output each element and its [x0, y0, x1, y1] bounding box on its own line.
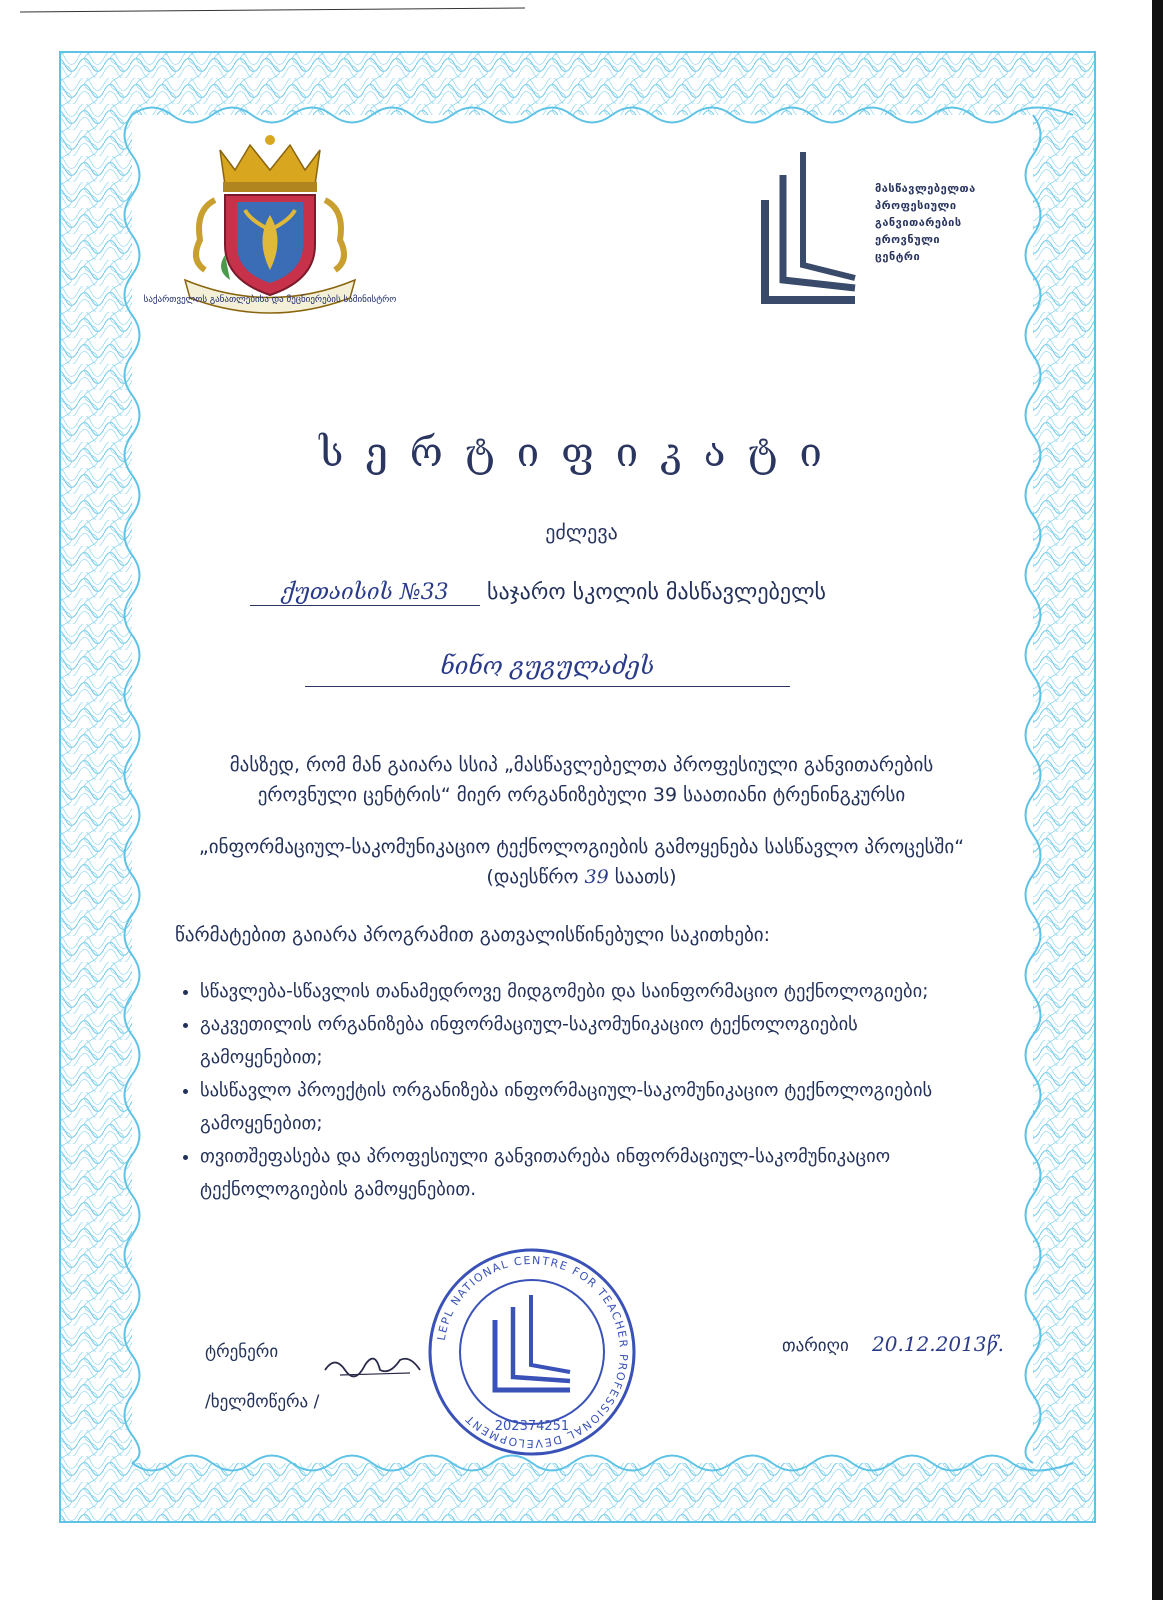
- topic-item: • თვითშეფასება და პროფესიული განვითარება ინფორმაციულ-საკომუნიკაციო ტექნოლოგიების გამოყენებით.: [200, 1140, 960, 1206]
- course-block: [0, 832, 1163, 892]
- topic-item: • გაკვეთილის ორგანიზება ინფორმაციულ-საკომუნიკაციო ტექნოლოგიების გამოყენებით;: [200, 1008, 960, 1074]
- trainer-signature: [320, 1345, 430, 1385]
- trainer-label: ტრენერი: [205, 1342, 279, 1362]
- date-value: 20.12.2013წ.: [872, 1332, 1005, 1356]
- school-suffix: საჯარო სკოლის მასწავლებელს: [487, 580, 826, 605]
- attendance-prefix: (დაესწრო: [486, 866, 579, 888]
- date-label: თარიღი: [782, 1336, 849, 1356]
- stamp-number: 202374251: [494, 1419, 570, 1434]
- stamp-text: LEPL NATIONAL CENTRE FOR TEACHER PROFESSIONAL DEVELOPMENT: [434, 1253, 631, 1451]
- attendance-hours: 39: [584, 866, 609, 888]
- official-stamp: [425, 1245, 640, 1460]
- certificate-title: სერტიფიკატი: [319, 430, 844, 476]
- tpdc-logo-text: [875, 180, 976, 265]
- tpdc-logo-mark: [755, 140, 865, 305]
- topics-heading: წარმატებით გაიარა პროგრამით გათვალისწინებული საკითხები:: [175, 924, 771, 946]
- logo-line: ცენტრი: [875, 250, 921, 263]
- crest-ribbon-text: საქართველოს განათლებისა და მეცნიერების სამინისტრო: [143, 295, 397, 305]
- school-line: [250, 580, 1070, 606]
- attendance-line: [0, 862, 1163, 892]
- logo-line: მასწავლებელთა: [875, 182, 976, 195]
- issued-to-label: ეძლევა: [545, 520, 618, 544]
- topic-item: • სწავლება-სწავლის თანამედროვე მიდგომები და საინფორმაციო ტექნოლოგიები;: [200, 975, 960, 1008]
- logo-line: პროფესიული: [875, 199, 957, 212]
- logo-line: განვითარების: [875, 216, 962, 229]
- certificate-body: [0, 750, 1163, 810]
- logo-line: ეროვნული: [875, 233, 941, 246]
- recipient-name: ნინო გუგულაძეს: [305, 652, 790, 687]
- school-handwritten: ქუთაისის №33: [250, 580, 480, 606]
- ministry-crest-logo: [143, 130, 397, 320]
- signature-label: /ხელმოწერა /: [205, 1392, 320, 1412]
- body-line-2: ეროვნული ცენტრის“ მიერ ორგანიზებული 39 საათიანი ტრენინგკურსი: [257, 784, 906, 806]
- topic-item: • სასწავლო პროექტის ორგანიზება ინფორმაციულ-საკომუნიკაციო ტექნოლოგიების გამოყენებით;: [200, 1074, 960, 1140]
- course-title: „ინფორმაციულ-საკომუნიკაციო ტექნოლოგიების გამოყენება სასწავლო პროცესში“: [198, 836, 965, 858]
- body-line-1: მასზედ, რომ მან გაიარა სსიპ „მასწავლებელთა პროფესიული განვითარების: [229, 754, 934, 776]
- topics-list: [170, 975, 960, 1206]
- attendance-suffix: საათს): [614, 866, 677, 888]
